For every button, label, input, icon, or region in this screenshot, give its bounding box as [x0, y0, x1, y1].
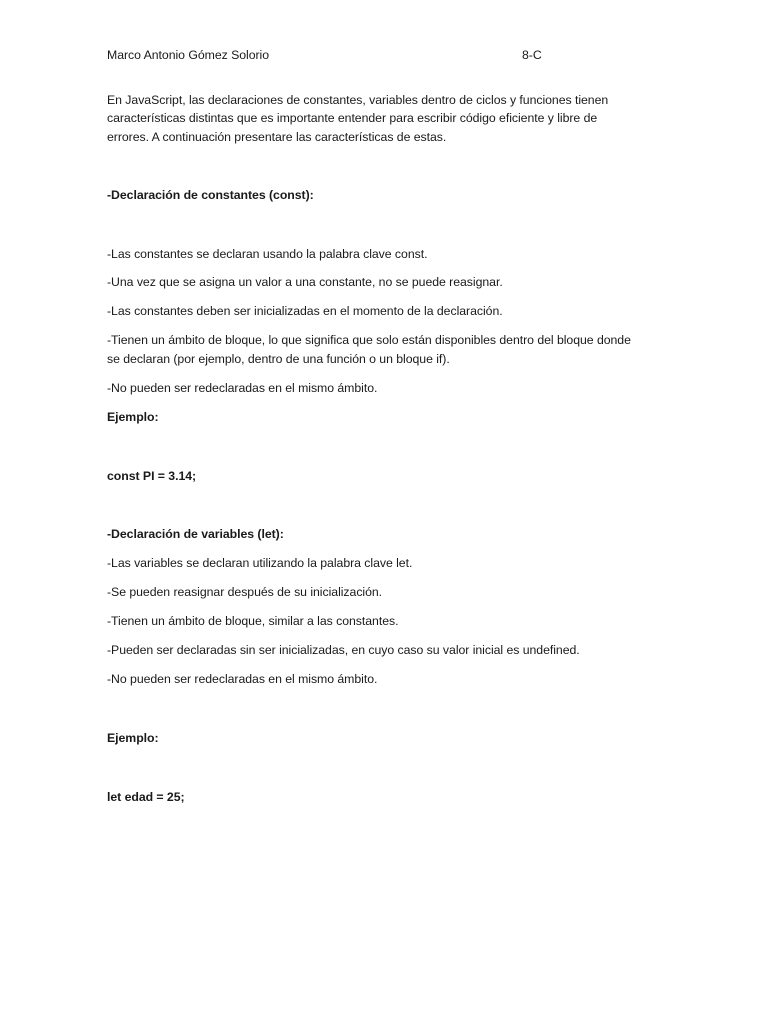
- let-heading: -Declaración de variables (let):: [107, 527, 284, 541]
- let-bullet-1: -Las variables se declaran utilizando la palabra clave let.: [107, 556, 413, 570]
- const-example-label: Ejemplo:: [107, 410, 159, 424]
- let-bullet-5: -No pueden ser redeclaradas en el mismo ámbito.: [107, 672, 378, 686]
- let-bullet-3: -Tienen un ámbito de bloque, similar a las constantes.: [107, 614, 399, 628]
- const-bullet-4-cont: se declaran (por ejemplo, dentro de una función o un bloque if).: [107, 352, 450, 366]
- intro-line-1: En JavaScript, las declaraciones de constantes, variables dentro de ciclos y funciones tienen: [107, 93, 609, 107]
- let-example-label: Ejemplo:: [107, 731, 159, 745]
- let-example-code: let edad = 25;: [107, 790, 185, 804]
- author-name: Marco Antonio Gómez Solorio: [107, 48, 270, 62]
- intro-line-2: características distintas que es importante entender para escribir código eficiente y libre de: [107, 111, 598, 125]
- let-bullet-4: -Pueden ser declaradas sin ser inicializadas, en cuyo caso su valor inicial es undefined.: [107, 643, 580, 657]
- group-label: 8-C: [522, 48, 542, 62]
- const-heading: -Declaración de constantes (const):: [107, 188, 314, 202]
- const-bullet-3: -Las constantes deben ser inicializadas en el momento de la declaración.: [107, 304, 503, 318]
- let-bullet-2: -Se pueden reasignar después de su inicialización.: [107, 585, 383, 599]
- const-bullet-5: -No pueden ser redeclaradas en el mismo ámbito.: [107, 381, 378, 395]
- const-bullet-1: -Las constantes se declaran usando la palabra clave const.: [107, 247, 428, 261]
- const-bullet-2: -Una vez que se asigna un valor a una constante, no se puede reasignar.: [107, 275, 503, 289]
- const-bullet-4: -Tienen un ámbito de bloque, lo que significa que solo están disponibles dentro del bloque donde: [107, 333, 631, 347]
- intro-line-3: errores. A continuación presentare las características de estas.: [107, 130, 447, 144]
- const-example-code: const PI = 3.14;: [107, 469, 197, 483]
